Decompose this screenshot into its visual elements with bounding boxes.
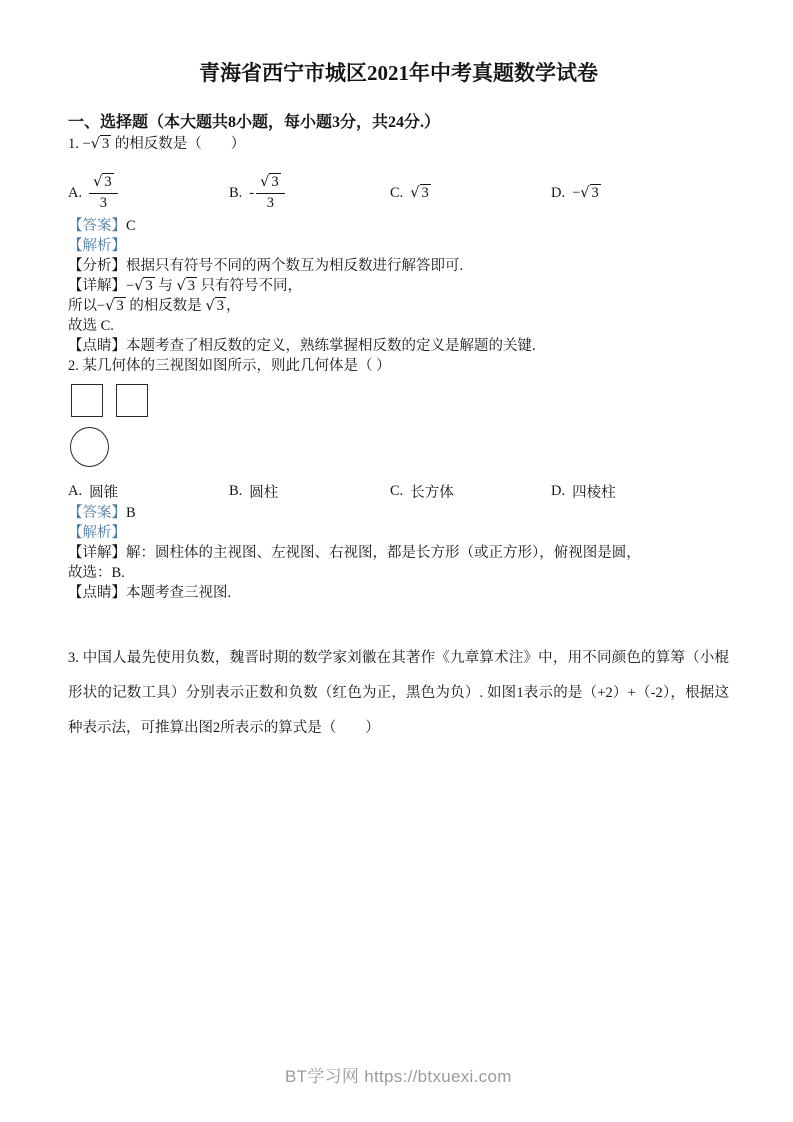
suoyi-row [68,296,729,316]
note-text: 本题考查了相反数的定义，熟练掌握相反数的定义是解题的关键. [126,338,536,354]
answer-row [68,216,729,236]
note-label: 【点睛】 [68,585,126,601]
radical-sign: √ [105,298,115,314]
radicand: 3 [187,278,195,294]
fenxi-text: 根据只有符号不同的两个数互为相反数进行解答即可. [126,258,464,274]
option-label: B. [229,184,243,201]
sqrt-expression [83,134,112,154]
radical-sign: √ [93,174,103,191]
option-text: 四棱柱 [572,484,616,501]
fraction-denominator: 3 [99,194,107,211]
detail-row [68,543,729,563]
radical-sign: √ [205,298,215,314]
option-label: C. [390,184,404,201]
top-view-circle [70,427,109,467]
option-label: D. [551,184,566,201]
radicand: 3 [145,278,153,294]
question-2-figure [68,384,729,467]
sqrt-expression [126,276,155,296]
radical-sign: √ [410,184,420,201]
sqrt-expression [572,185,601,202]
guxuan-row: 故选 C. [68,318,114,334]
option-label: A. [68,482,83,499]
minus-sign: − [572,184,581,201]
radicand: 3 [216,298,224,314]
detail-label: 【详解】 [68,545,126,561]
detail-tail-text: 只有符号不同， [200,278,303,294]
question-1-options [68,170,729,216]
analysis-row [68,236,729,256]
analysis-label: 【解析】 [68,238,126,254]
radicand: 3 [271,174,279,191]
option-c [390,481,551,502]
watermark: BT学习网 https://btxuexi.com [285,1067,512,1086]
front-view-square [71,384,103,417]
option-label: A. [68,184,83,201]
minus-sign: − [82,136,91,152]
option-c [390,185,551,202]
note-row [68,336,729,356]
fraction [256,174,285,212]
radical-sign: √ [580,184,590,201]
option-label: B. [229,482,243,499]
note-label: 【点睛】 [68,338,126,354]
fraction [89,174,118,212]
detail-mid-text: 与 [158,278,173,294]
sqrt-expression [410,185,431,202]
option-a [68,481,229,502]
radicand: 3 [104,174,112,191]
fraction-numerator [89,174,118,193]
minus-sign: - [249,184,255,201]
option-d [551,481,616,502]
section-heading: 一、选择题（本大题共8小题，每小题3分，共24分.） [68,114,441,131]
answer-label: 【答案】 [68,505,126,521]
radicand: 3 [421,184,429,201]
note-text: 本题考查三视图. [126,585,232,601]
option-a [68,174,229,212]
radical-sign: √ [260,174,270,191]
radicand: 3 [116,298,124,314]
minus-sign: − [126,278,135,294]
detail-text: 解：圆柱体的主视图、左视图、右视图，都是长方形（或正方形），俯视图是圆， [126,545,641,561]
guxuan-row: 故选：B. [68,565,125,581]
detail-row [68,276,729,296]
fraction-numerator [256,174,285,193]
question-2-stem: 2. 某几何体的三视图如图所示，则此几何体是（ ） [68,358,391,374]
option-text: 长方体 [410,484,454,501]
option-label: D. [551,482,566,499]
radical-sign: √ [134,278,144,294]
answer-label: 【答案】 [68,218,126,234]
suoyi-tail-text: ， [225,298,241,314]
option-d [551,185,601,202]
analysis-row [68,523,729,543]
analysis-label: 【解析】 [68,525,126,541]
radical-sign: √ [176,278,186,294]
question-2-options [68,479,729,503]
radical-sign: √ [90,136,100,152]
detail-label: 【详解】 [68,278,126,294]
note-row [68,583,729,603]
three-views-squares [68,384,729,417]
sqrt-expression [176,276,197,296]
option-b [229,481,390,502]
answer-value: C [126,218,136,234]
option-text: 圆柱 [249,484,279,501]
question-number: 1. [68,136,79,152]
page-title: 青海省西宁市城区2021年中考真题数学试卷 [199,61,598,85]
suoyi-mid-text: 的相反数是 [129,298,202,314]
fenxi-row [68,256,729,276]
sqrt-expression [205,296,226,316]
option-b [229,174,390,212]
suoyi-pre-text: 所以 [68,298,97,314]
option-text: 圆锥 [89,484,119,501]
question-1-stem [68,134,729,154]
fraction-denominator: 3 [266,194,275,211]
sqrt-expression [97,296,126,316]
radicand: 3 [591,184,599,201]
answer-row [68,503,729,523]
question-3-stem: 3. 中国人最先使用负数，魏晋时期的数学家刘徽在其著作《九章算术注》中，用不同颜色的算筹（小棍形状的记数工具）分别表示正数和负数（红色为正，黑色为负）. 如图1表示的是（+2）+（-2），根据这种表示法，可推算出图2所表示的算式是（ ） [68,650,729,736]
minus-sign: − [97,298,106,314]
stem-text: 的相反数是（ ） [114,136,246,152]
fenxi-label: 【分析】 [68,258,126,274]
option-label: C. [390,482,404,499]
radicand: 3 [101,136,110,152]
answer-value: B [126,505,136,521]
side-view-square [116,384,148,417]
